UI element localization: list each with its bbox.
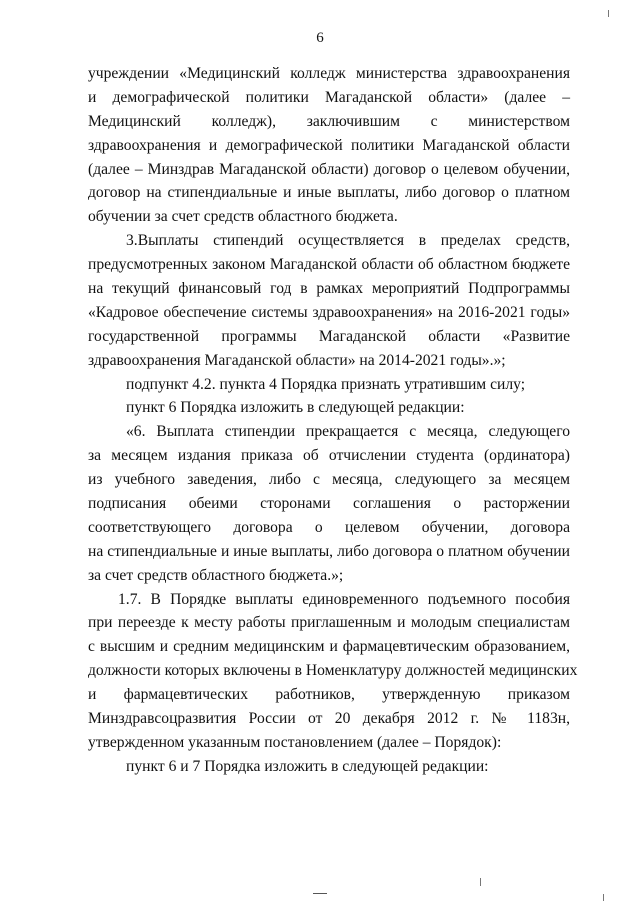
- text-line: пункт 6 Порядка изложить в следующей редакции:: [126, 399, 465, 417]
- text-line: из учебного заведения, либо с месяца, следующего за месяцем: [88, 471, 570, 489]
- text-line: государственной программы Магаданской области «Развитие: [88, 327, 570, 345]
- text-line: подписания обеими сторонами соглашения о расторжении: [88, 495, 570, 513]
- text-line: за месяцем издания приказа об отчислении студента (ординатора): [88, 447, 570, 465]
- text-line: 1.7. В Порядке выплаты единовременного подъемного пособия: [118, 590, 570, 608]
- page-footer-rule: [313, 893, 327, 894]
- text-line: договор на стипендиальные и иные выплаты, либо договор о платном: [88, 184, 570, 202]
- text-line: и фармацевтических работников, утвержденную приказом: [88, 686, 570, 704]
- text-line: при переезде к месту работы приглашенным и молодым специалистам: [88, 614, 570, 632]
- text-line: обучении за счет средств областного бюджета.: [88, 208, 398, 226]
- document-body: [88, 62, 578, 779]
- page-number: 6: [316, 30, 324, 46]
- text-line: Медицинский колледж), заключившим с министерством: [88, 112, 570, 130]
- text-line: соответствующего договора о целевом обучении, договора: [88, 518, 570, 536]
- text-line: пункт 6 и 7 Порядка изложить в следующей редакции:: [126, 757, 489, 775]
- text-line: и демографической политики Магаданской области» (далее –: [88, 88, 570, 106]
- text-line: на стипендиальные и иные выплаты, либо договора о платном обучении: [88, 542, 570, 560]
- scan-artifact: [608, 10, 609, 17]
- text-line: предусмотренных законом Магаданской области об областном бюджете: [88, 256, 570, 274]
- text-line: 3.Выплаты стипендий осуществляется в пределах средств,: [126, 232, 570, 250]
- text-line: здравоохранения и демографической политики Магаданской области: [88, 136, 570, 154]
- text-line: (далее – Минздрав Магаданской области) договор о целевом обучении,: [88, 160, 570, 178]
- text-line: за счет средств областного бюджета.»;: [88, 566, 344, 584]
- scan-artifact: [480, 878, 481, 886]
- text-line: Минздравсоцразвития России от 20 декабря 2012 г. № 1183н,: [88, 710, 570, 728]
- text-line: «Кадровое обеспечение системы здравоохранения» на 2016-2021 годы»: [88, 303, 570, 321]
- text-line: на текущий финансовый год в рамках мероприятий Подпрограммы: [88, 280, 570, 298]
- text-line: подпункт 4.2. пункта 4 Порядка признать утратившим силу;: [126, 375, 526, 393]
- text-line: с высшим и средним медицинским и фармацевтическим образованием,: [88, 638, 570, 656]
- text-line: «6. Выплата стипендии прекращается с месяца, следующего: [126, 423, 570, 441]
- text-line: здравоохранения Магаданской области» на 2014-2021 годы».»;: [88, 351, 506, 369]
- scan-artifact: [603, 894, 604, 901]
- text-line: должности которых включены в Номенклатуру должностей медицинских: [88, 662, 578, 680]
- text-line: учреждении «Медицинский колледж министерства здравоохранения: [88, 65, 570, 82]
- text-line: утвержденном указанным постановлением (далее – Порядок):: [88, 733, 502, 751]
